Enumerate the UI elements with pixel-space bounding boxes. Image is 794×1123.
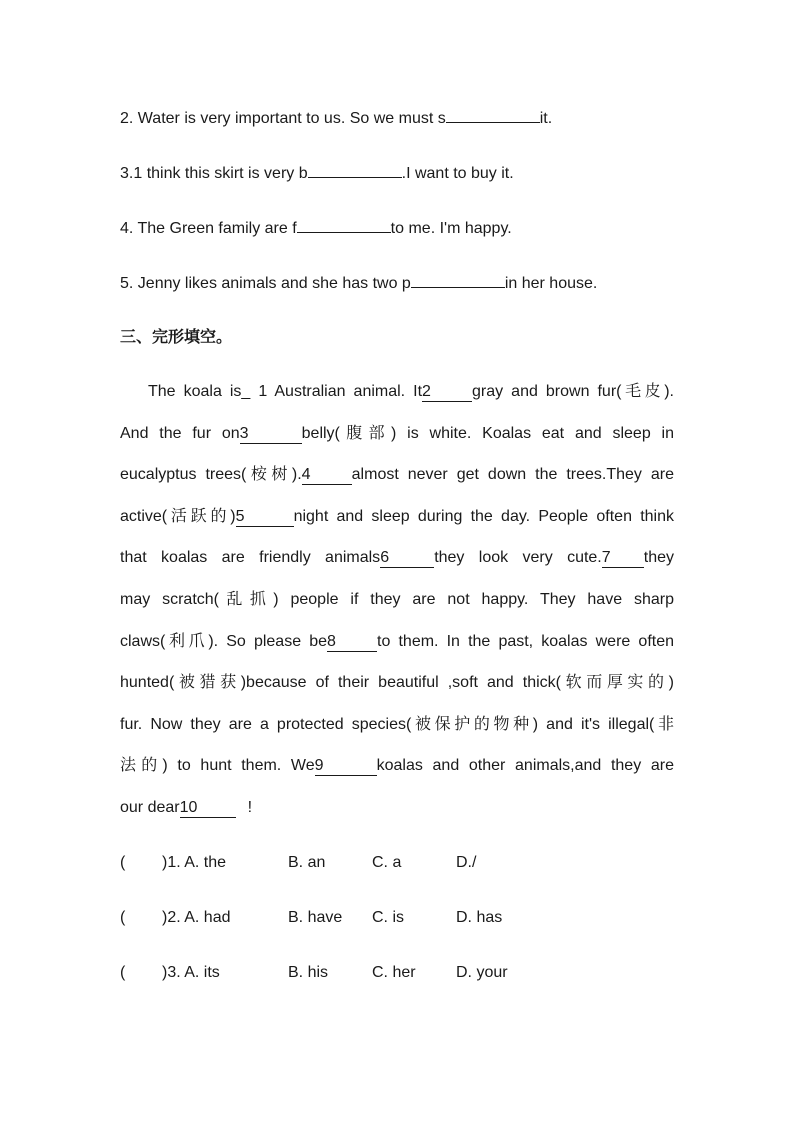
blank-10[interactable]: 10 — [180, 799, 236, 818]
option-b[interactable]: B. have — [288, 909, 343, 926]
answer-blank[interactable] — [446, 107, 540, 123]
blank-8[interactable]: 8 — [327, 633, 377, 652]
answer-blank[interactable] — [308, 162, 402, 178]
answer-blank[interactable] — [297, 217, 391, 233]
passage-line: And the fur on3 belly(腹部) is white. Koalas eat and sleep in — [120, 424, 674, 442]
option-b[interactable]: B. an — [288, 854, 326, 871]
section-title: 三、完形填空。 — [120, 327, 233, 346]
passage-line: fur. Now they are a protected species(被保护的物种) and it's illegal(非 — [120, 715, 674, 733]
question-text: it. — [539, 110, 553, 127]
blank-9[interactable]: 9 — [315, 757, 377, 776]
question-text: 3.1 think this skirt is very b — [120, 165, 308, 182]
option-a[interactable]: )3. A. its — [162, 964, 220, 981]
passage-line: hunted(被猎获)because of their beautiful ,soft and thick(软而厚实的) — [120, 674, 674, 692]
question-text: 4. The Green family are f — [120, 220, 297, 237]
fill-in-question-3 — [120, 162, 514, 184]
blank-3[interactable]: 3 — [240, 425, 302, 444]
option-c[interactable]: C. her — [372, 964, 416, 981]
blank-2[interactable]: 2 — [422, 383, 472, 402]
option-a[interactable]: )2. A. had — [162, 909, 231, 926]
passage-line: may scratch(乱抓) people if they are not happy. They have sharp — [120, 590, 674, 608]
answer-blank[interactable] — [411, 272, 505, 288]
option-b[interactable]: B. his — [288, 964, 329, 981]
passage-line: The koala is_ 1 Australian animal. It2 gray and brown fur(毛皮). — [148, 383, 674, 400]
question-text: .I want to buy it. — [401, 165, 514, 182]
option-c[interactable]: C. is — [372, 909, 404, 926]
option-d[interactable]: D./ — [456, 854, 477, 871]
answer-paren[interactable]: ( — [120, 964, 126, 981]
blank-5[interactable]: 5 — [236, 508, 294, 527]
fill-in-question-2 — [120, 107, 552, 129]
passage-line: 法的) to hunt them. We9 koalas and other animals,and they are — [120, 757, 674, 775]
option-d[interactable]: D. your — [456, 964, 508, 981]
question-text: 5. Jenny likes animals and she has two p — [120, 275, 411, 292]
passage-line: eucalyptus trees(桉树).4 almost never get down the trees.They are — [120, 466, 674, 484]
option-c[interactable]: C. a — [372, 854, 402, 871]
question-text: 2. Water is very important to us. So we must s — [120, 110, 446, 127]
passage-line: our dear10 ! — [120, 798, 253, 816]
blank-7[interactable]: 7 — [602, 549, 644, 568]
fill-in-question-4 — [120, 217, 512, 239]
question-text: in her house. — [504, 275, 598, 292]
option-d[interactable]: D. has — [456, 909, 503, 926]
answer-paren[interactable]: ( — [120, 854, 126, 871]
option-a[interactable]: )1. A. the — [162, 854, 227, 871]
fill-in-question-5 — [120, 272, 597, 294]
passage-line: that koalas are friendly animals6 they look very cute.7 they — [120, 549, 674, 567]
cloze-passage — [120, 371, 674, 829]
blank-6[interactable]: 6 — [380, 549, 434, 568]
blank-4[interactable]: 4 — [302, 466, 352, 485]
answer-paren[interactable]: ( — [120, 909, 126, 926]
passage-line: claws(利爪). So please be8 to them. In the past, koalas were often — [120, 632, 675, 650]
question-text: to me. I'm happy. — [390, 220, 512, 237]
passage-line: active(活跃的)5 night and sleep during the day. People often think — [120, 507, 674, 525]
